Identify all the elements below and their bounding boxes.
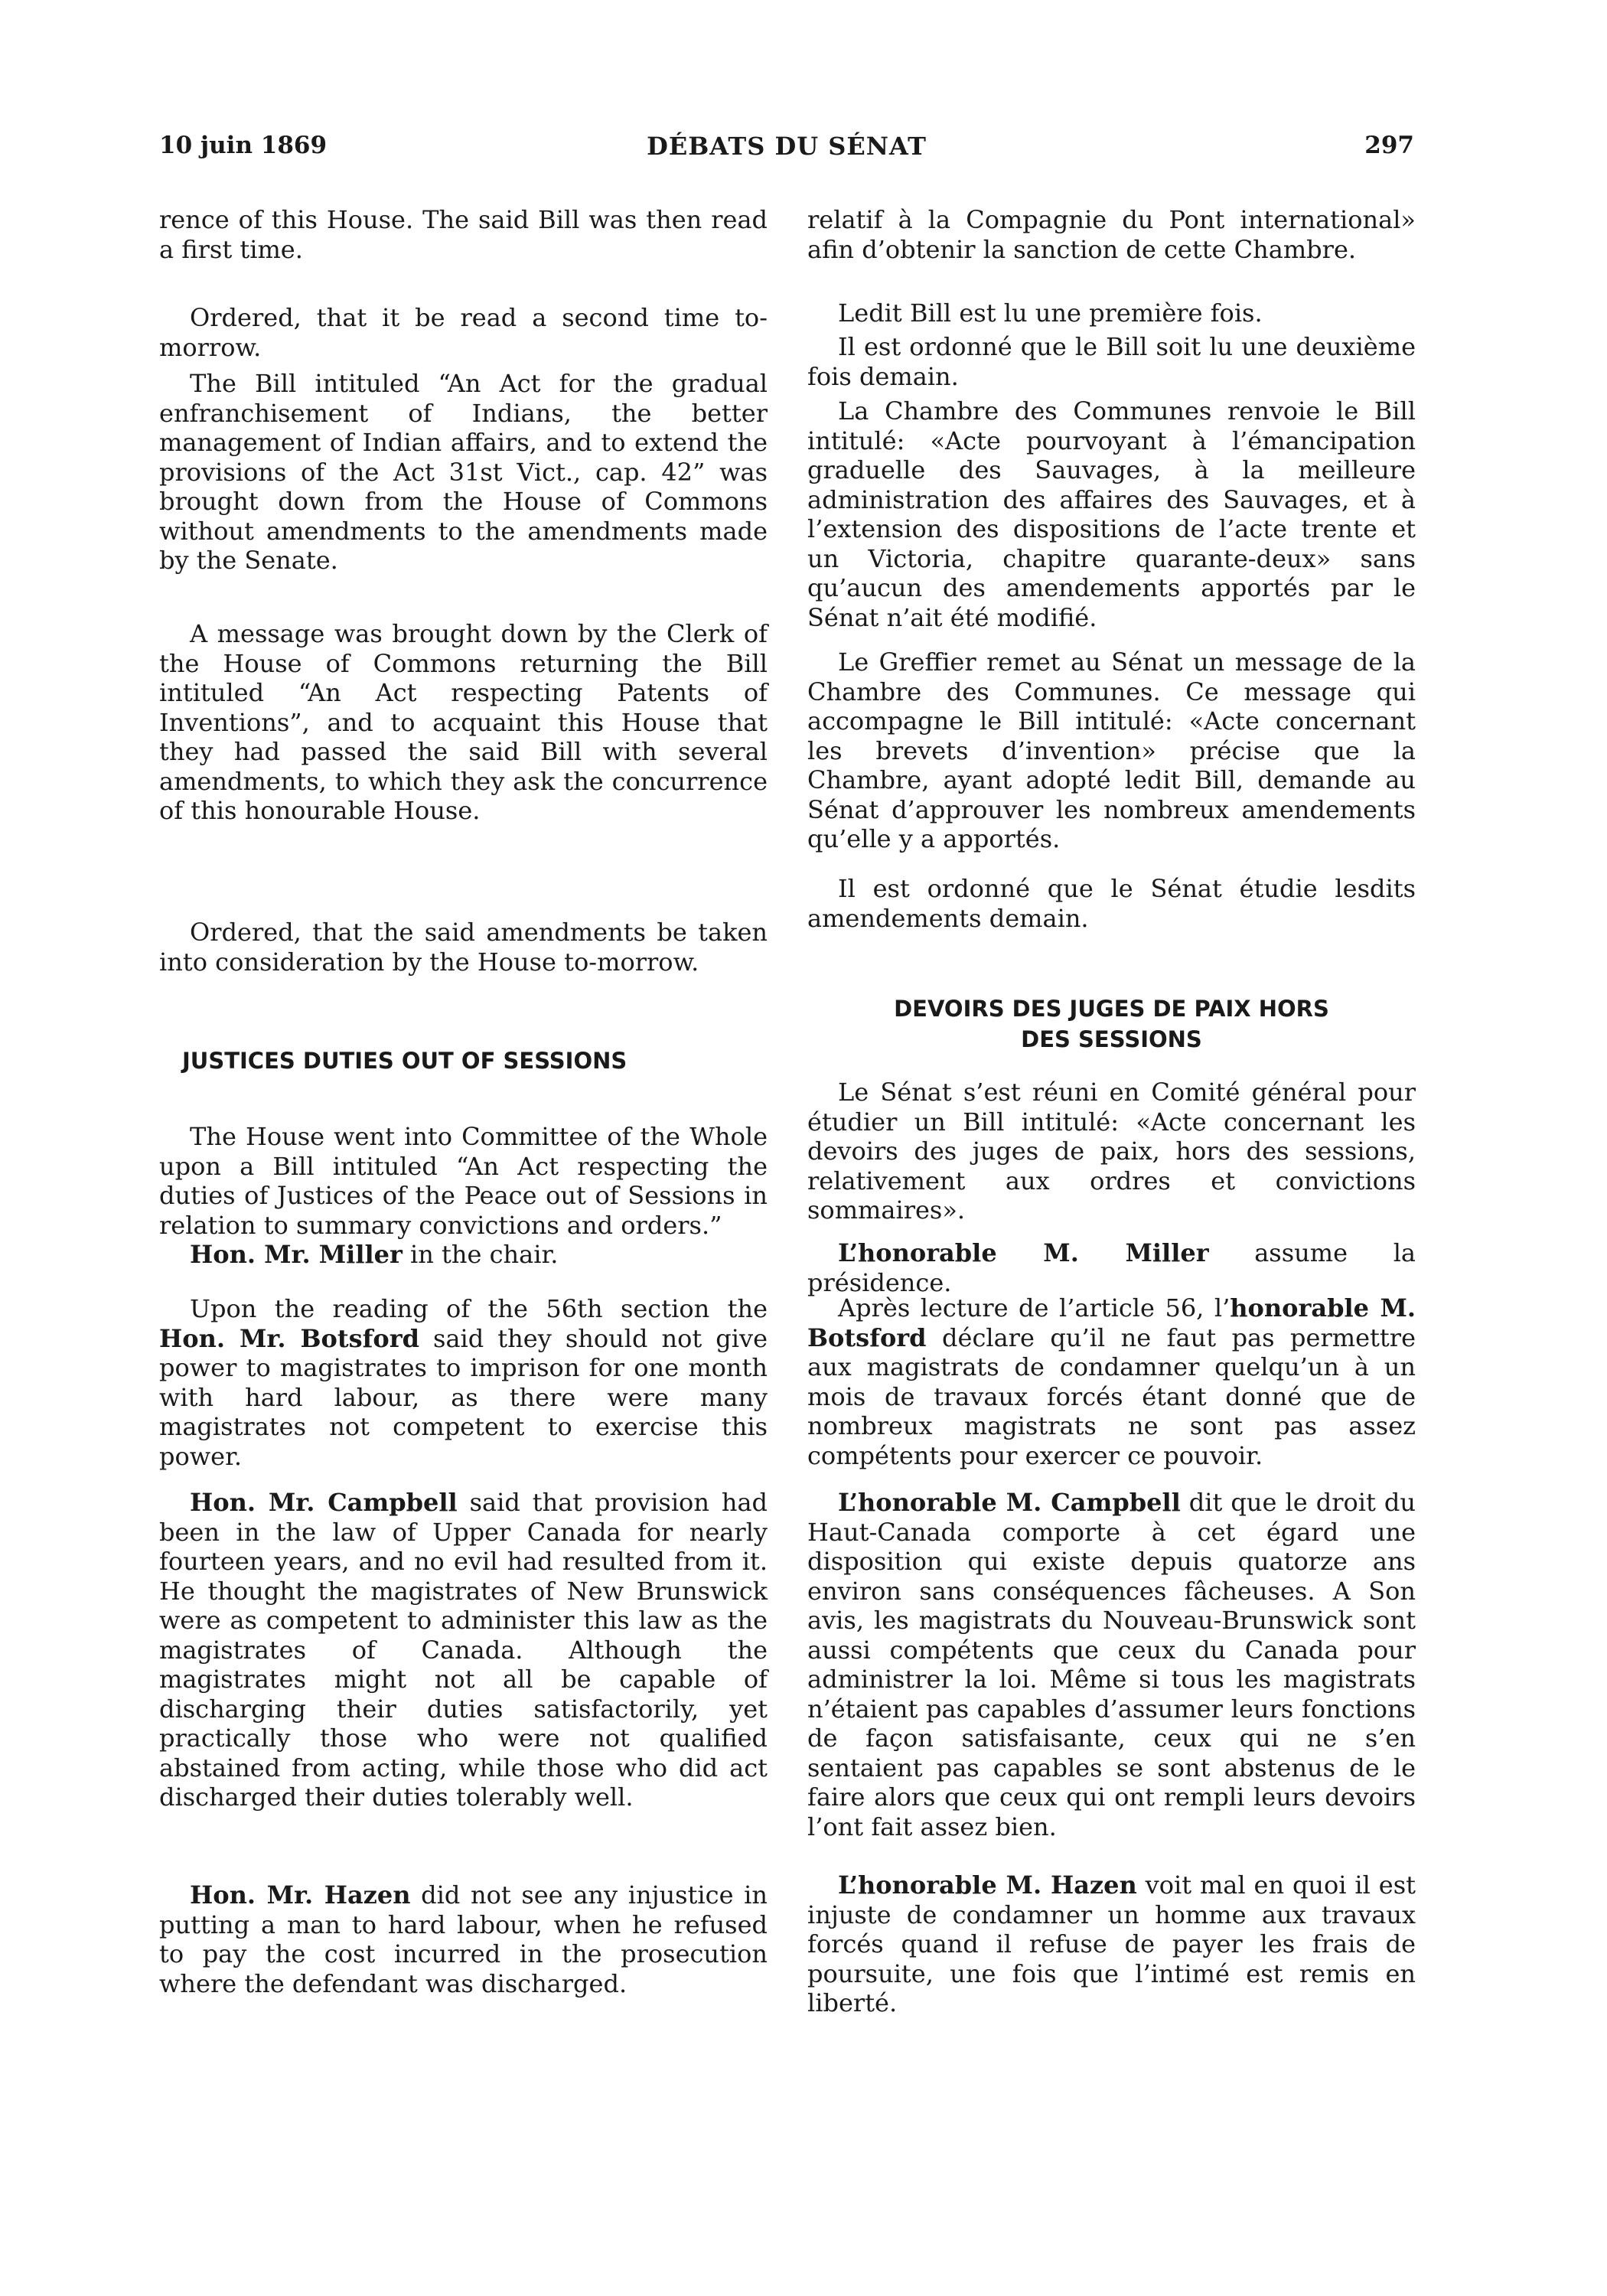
- header-title: DÉBATS DU SÉNAT: [647, 132, 927, 161]
- page-number: 297: [1364, 132, 1414, 159]
- paragraph: Ledit Bill est lu une première fois.: [838, 298, 1263, 328]
- paragraph: Après lecture de l’article 56, l’honorable M. Botsford déclare qu’il ne faut pas permettre aux magistrats de condamner quelqu’un à un mois de travaux forcés étant donné que de nombreux magistrats ne sont pas assez compétents pour exercer ce pouvoir.: [807, 1293, 1416, 1470]
- speaker-name: Hon. Mr. Campbell: [190, 1488, 458, 1517]
- paragraph: Ordered, that it be read a second time to-morrow.: [159, 303, 768, 362]
- header-date: 10 juin 1869: [159, 132, 328, 159]
- paragraph: L’honorable M. Miller assume la présidence.: [807, 1238, 1416, 1297]
- paragraph: Hon. Mr. Miller in the chair.: [190, 1240, 559, 1269]
- speaker-name: Hon. Mr. Miller: [190, 1240, 403, 1269]
- paragraph: Hon. Mr. Hazen did not see any injustice in putting a man to hard labour, when he refused to pay the cost incurred in the prosecution where the defendant was discharged.: [159, 1880, 768, 1998]
- paragraph: A message was brought down by the Clerk of the House of Commons returning the Bill intituled “An Act respecting Patents of Inventions”, and to acquaint this House that they had passed the said Bill with several amendments, to which they ask the concurrence of this honourable House.: [159, 619, 768, 825]
- page-header: [159, 132, 1414, 165]
- heading-line: DEVOIRS DES JUGES DE PAIX HORS: [894, 996, 1329, 1022]
- speaker-name: L’honorable M. Hazen: [838, 1870, 1137, 1900]
- speaker-name: L’honorable M. Miller: [838, 1238, 1209, 1267]
- speaker-name: honorable M. Botsford: [807, 1293, 1416, 1352]
- speaker-name: Hon. Mr. Botsford: [159, 1323, 420, 1353]
- paragraph: L’honorable M. Campbell dit que le droit du Haut-Canada comporte à cet égard une disposition qui existe depuis quatorze ans environ sans conséquences fâcheuses. A Son avis, les magistrats du Nouveau-Brunswick sont aussi compétents que ceux du Canada pour administrer la loi. Même si tous les magistrats n’étaient pas capables d’assumer leurs fonctions de façon satisfaisante, ceux qui ne s’en sentaient pas capables se sont abstenus de le faire alors que ceux qui ont rempli leurs devoirs l’ont fait assez bien.: [807, 1488, 1416, 1841]
- section-heading: JUSTICES DUTIES OUT OF SESSIONS: [182, 1048, 627, 1074]
- speaker-name: Hon. Mr. Hazen: [190, 1880, 411, 1910]
- paragraph: Upon the reading of the 56th section the Hon. Mr. Botsford said they should not give power to magistrates to imprison for one month with hard labour, as there were many magistrates not competent to exercise this power.: [159, 1294, 768, 1471]
- section-heading: [807, 993, 1416, 1055]
- paragraph: The Bill intituled “An Act for the gradual enfranchisement of Indians, the better management of Indian affairs, and to extend the provisions of the Act 31st Vict., cap. 42” was brought down from the House of Commons without amendments to the amendments made by the Senate.: [159, 369, 768, 575]
- paragraph: Il est ordonné que le Bill soit lu une deuxième fois demain.: [807, 332, 1416, 391]
- paragraph: L’honorable M. Hazen voit mal en quoi il est injuste de condamner un homme aux travaux forcés quand il refuse de payer les frais de poursuite, une fois que l’intimé est remis en liberté.: [807, 1870, 1416, 2017]
- paragraph: relatif à la Compagnie du Pont international» afin d’obtenir la sanction de cette Chambre.: [807, 205, 1416, 264]
- paragraph: La Chambre des Communes renvoie le Bill intitulé: «Acte pourvoyant à l’émancipation graduelle des Sauvages, à la meilleure administration des affaires des Sauvages, et à l’extension des dispositions de l’acte trente et un Victoria, chapitre quarante-deux» sans qu’aucun des amendements apportés par le Sénat n’ait été modifié.: [807, 396, 1416, 632]
- speaker-name: L’honorable M. Campbell: [838, 1488, 1181, 1517]
- heading-line: DES SESSIONS: [1021, 1026, 1202, 1052]
- paragraph: Il est ordonné que le Sénat étudie lesdits amendements demain.: [807, 874, 1416, 933]
- paragraph: Le Sénat s’est réuni en Comité général pour étudier un Bill intitulé: «Acte concernant les devoirs des juges de paix, hors des sessions, relativement aux ordres et convictions sommaires».: [807, 1078, 1416, 1225]
- paragraph: The House went into Committee of the Whole upon a Bill intituled “An Act respecting the duties of Justices of the Peace out of Sessions in relation to summary convictions and orders.”: [159, 1122, 768, 1240]
- paragraph: Ordered, that the said amendments be taken into consideration by the House to-morrow.: [159, 918, 768, 977]
- paragraph: Hon. Mr. Campbell said that provision had been in the law of Upper Canada for nearly fourteen years, and no evil had resulted from it. He thought the magistrates of New Brunswick were as competent to administer this law as the magistrates of Canada. Although the magistrates might not all be capable of discharging their duties satisfactorily, yet practically those who were not qualified abstained from acting, while those who did act discharged their duties tolerably well.: [159, 1488, 768, 1812]
- paragraph: rence of this House. The said Bill was then read a first time.: [159, 205, 768, 264]
- paragraph: Le Greffier remet au Sénat un message de la Chambre des Communes. Ce message qui accompagne le Bill intitulé: «Acte concernant les brevets d’invention» précise que la Chambre, ayant adopté ledit Bill, demande au Sénat d’approuver les nombreux amendements qu’elle y a apportés.: [807, 647, 1416, 853]
